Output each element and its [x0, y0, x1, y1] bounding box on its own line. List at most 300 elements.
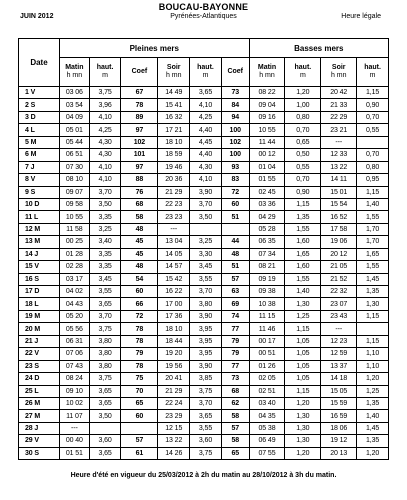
coef-evening: 51 [221, 261, 249, 273]
table-row [19, 335, 389, 347]
low-morning-height: 1,15 [285, 198, 321, 210]
high-morning-time: 06 51 [59, 149, 89, 161]
coef-evening: 57 [221, 422, 249, 434]
high-morning-time: 09 58 [59, 198, 89, 210]
high-morning-time: 03 17 [59, 273, 89, 285]
high-morning-time: 05 44 [59, 136, 89, 148]
table-row [19, 174, 389, 186]
coef-morning: 58 [121, 211, 158, 223]
high-evening-time: 17 21 [158, 124, 190, 136]
high-morning-height: 4,10 [89, 161, 121, 173]
low-morning-height: 1,05 [285, 335, 321, 347]
low-evening-time: 23 07 [321, 298, 357, 310]
date-cell: 20 M [19, 323, 60, 335]
high-evening-height: 3,70 [190, 286, 222, 298]
date-cell: 9 S [19, 186, 60, 198]
high-evening-height: 3,90 [190, 360, 222, 372]
coef-evening: 77 [221, 323, 249, 335]
coef-morning: 45 [121, 248, 158, 260]
high-evening-height: 3,75 [190, 447, 222, 459]
low-morning-time: 00 51 [249, 348, 285, 360]
date-cell: 11 L [19, 211, 60, 223]
coef-evening: 58 [221, 410, 249, 422]
low-evening-height: 1,40 [357, 198, 389, 210]
date-cell: 17 D [19, 286, 60, 298]
coef-evening: 93 [221, 161, 249, 173]
coef-evening: 100 [221, 124, 249, 136]
low-evening-height: 1,10 [357, 360, 389, 372]
coef-morning: 89 [121, 111, 158, 123]
low-morning-height: 1,00 [285, 99, 321, 111]
high-evening-height: 3,75 [190, 385, 222, 397]
date-cell: 4 L [19, 124, 60, 136]
coef-morning: 45 [121, 236, 158, 248]
low-morning-time: 08 21 [249, 261, 285, 273]
low-evening-time: 22 29 [321, 111, 357, 123]
low-evening-height: 1,70 [357, 223, 389, 235]
high-evening-height: 3,25 [190, 236, 222, 248]
date-column-header: Date [19, 39, 60, 87]
low-morning-height: 1,05 [285, 373, 321, 385]
high-morning-time: 06 31 [59, 335, 89, 347]
dst-footnote: Heure d'été en vigueur du 25/03/2012 à 2h du matin au 28/10/2012 à 3h du matin. [70, 472, 337, 479]
low-morning-height: 1,30 [285, 410, 321, 422]
high-morning-time: 03 06 [59, 87, 89, 99]
low-evening-time: 16 52 [321, 211, 357, 223]
low-evening-time: 19 06 [321, 236, 357, 248]
table-row [19, 136, 389, 148]
low-morning-height: 1,20 [285, 87, 321, 99]
date-cell: 13 M [19, 236, 60, 248]
table-row [19, 373, 389, 385]
coef-morning: 57 [121, 435, 158, 447]
high-evening-height: 3,90 [190, 186, 222, 198]
coef-evening: 74 [221, 310, 249, 322]
low-morning-time: 11 15 [249, 310, 285, 322]
low-evening-time: 14 11 [321, 174, 357, 186]
low-evening-height: 1,35 [357, 435, 389, 447]
low-evening-height: 1,15 [357, 310, 389, 322]
low-evening-height: 0,70 [357, 111, 389, 123]
high-evening-time: 13 04 [158, 236, 190, 248]
low-evening-time: 21 05 [321, 261, 357, 273]
coef-morning: 101 [121, 149, 158, 161]
high-morning-time: 10 02 [59, 397, 89, 409]
low-evening-height [357, 323, 389, 335]
low-morning-time: 10 55 [249, 124, 285, 136]
low-morning-height: 1,20 [285, 447, 321, 459]
high-evening-height: 3,95 [190, 335, 222, 347]
date-cell: 26 M [19, 397, 60, 409]
low-morning-height: 1,55 [285, 223, 321, 235]
coef-evening: 100 [221, 149, 249, 161]
table-row [19, 323, 389, 335]
coef-morning: 97 [121, 124, 158, 136]
table-row [19, 261, 389, 273]
low-morning-time: 08 22 [249, 87, 285, 99]
low-tide-header: Basses mers [249, 39, 388, 58]
low-morning-height: 1,30 [285, 298, 321, 310]
high-evening-time: 14 57 [158, 261, 190, 273]
high-evening-time: 14 49 [158, 87, 190, 99]
low-morning-time: 09 19 [249, 273, 285, 285]
high-morning-height: 4,30 [89, 149, 121, 161]
high-evening-height: 3,95 [190, 323, 222, 335]
high-morning-time: 07 06 [59, 348, 89, 360]
high-morning-height: 3,80 [89, 335, 121, 347]
low-evening-time: 21 33 [321, 99, 357, 111]
low-morning-time: 01 26 [249, 360, 285, 372]
high-evening-time: 15 41 [158, 99, 190, 111]
low-morning-time: 04 29 [249, 211, 285, 223]
low-morning-height-header: haut. m [285, 58, 321, 87]
low-morning-time: 00 17 [249, 335, 285, 347]
high-evening-height: 3,95 [190, 348, 222, 360]
high-evening-time: 13 22 [158, 435, 190, 447]
low-evening-time: 15 01 [321, 186, 357, 198]
high-evening-height: 3,80 [190, 298, 222, 310]
table-row [19, 161, 389, 173]
low-morning-height: 1,35 [285, 211, 321, 223]
coef-morning: 79 [121, 348, 158, 360]
low-morning-height: 0,90 [285, 186, 321, 198]
high-morning-height: 3,25 [89, 223, 121, 235]
low-evening-time: 20 42 [321, 87, 357, 99]
high-morning-time: 09 10 [59, 385, 89, 397]
high-morning-time: 07 43 [59, 360, 89, 372]
low-morning-height: 1,05 [285, 348, 321, 360]
location-title: BOUCAU-BAYONNE [158, 2, 249, 12]
low-morning-height: 0,55 [285, 161, 321, 173]
month-label: JUIN 2012 [20, 13, 54, 20]
low-morning-height: 1,40 [285, 286, 321, 298]
low-morning-height: 1,05 [285, 360, 321, 372]
high-evening-time: 16 22 [158, 286, 190, 298]
low-morning-height: 1,25 [285, 310, 321, 322]
low-morning-time: 09 16 [249, 111, 285, 123]
low-evening-height: 1,20 [357, 447, 389, 459]
table-row [19, 223, 389, 235]
high-evening-height: 3,65 [190, 87, 222, 99]
high-morning-time: 10 55 [59, 211, 89, 223]
low-evening-time: 15 54 [321, 198, 357, 210]
low-evening-height: 1,20 [357, 373, 389, 385]
low-evening-time: 12 23 [321, 335, 357, 347]
coef-morning: 60 [121, 286, 158, 298]
high-morning-height: 3,45 [89, 273, 121, 285]
low-evening-height-header: haut. m [357, 58, 389, 87]
high-morning-height: 3,96 [89, 99, 121, 111]
date-cell: 12 M [19, 223, 60, 235]
date-cell: 2 S [19, 99, 60, 111]
low-morning-height: 1,30 [285, 435, 321, 447]
coef-evening: 94 [221, 111, 249, 123]
table-row [19, 236, 389, 248]
table-row [19, 198, 389, 210]
high-evening-height: 3,70 [190, 397, 222, 409]
low-morning-height: 1,15 [285, 385, 321, 397]
low-evening-time: --- [321, 136, 357, 148]
high-morning-time: 04 02 [59, 286, 89, 298]
date-cell: 22 V [19, 348, 60, 360]
low-morning-time: 02 05 [249, 373, 285, 385]
date-cell: 16 S [19, 273, 60, 285]
table-row [19, 211, 389, 223]
high-morning-height: 3,65 [89, 385, 121, 397]
low-evening-height: 1,70 [357, 236, 389, 248]
table-row [19, 99, 389, 111]
low-morning-time: 10 38 [249, 298, 285, 310]
date-cell: 8 V [19, 174, 60, 186]
high-morning-height: 3,65 [89, 397, 121, 409]
high-morning-time: 11 07 [59, 410, 89, 422]
table-row [19, 111, 389, 123]
low-morning-time: 07 34 [249, 248, 285, 260]
high-evening-height: 3,65 [190, 410, 222, 422]
high-morning-height: 3,65 [89, 447, 121, 459]
high-morning-height: 3,70 [89, 310, 121, 322]
coef-morning: 66 [121, 298, 158, 310]
low-evening-height: 1,35 [357, 286, 389, 298]
low-evening-height: 1,15 [357, 87, 389, 99]
high-morning-time: 02 28 [59, 261, 89, 273]
high-morning-height: 3,50 [89, 410, 121, 422]
date-cell: 28 J [19, 422, 60, 434]
low-evening-height: 1,25 [357, 385, 389, 397]
low-morning-height: 1,60 [285, 236, 321, 248]
low-morning-height: 0,50 [285, 149, 321, 161]
date-cell: 7 J [19, 161, 60, 173]
coef-morning: 88 [121, 174, 158, 186]
coef-evening: 83 [221, 174, 249, 186]
high-evening-time: 19 46 [158, 161, 190, 173]
low-morning-time: 11 44 [249, 136, 285, 148]
low-evening-time: 22 32 [321, 286, 357, 298]
low-morning-time: 01 55 [249, 174, 285, 186]
high-morning-height: 3,35 [89, 248, 121, 260]
low-morning-time: 09 04 [249, 99, 285, 111]
table-row [19, 124, 389, 136]
coef-morning: 60 [121, 410, 158, 422]
low-evening-height: 1,65 [357, 248, 389, 260]
high-evening-time: 21 29 [158, 385, 190, 397]
date-cell: 21 J [19, 335, 60, 347]
coef-evening: 57 [221, 273, 249, 285]
date-cell: 1 V [19, 87, 60, 99]
coef-evening: 58 [221, 435, 249, 447]
low-evening-height: 0,95 [357, 174, 389, 186]
date-cell: 27 M [19, 410, 60, 422]
high-evening-time: 19 20 [158, 348, 190, 360]
low-morning-time: 03 40 [249, 397, 285, 409]
low-evening-height: 1,35 [357, 397, 389, 409]
coef-morning: 78 [121, 99, 158, 111]
high-evening-header: Soir h mn [158, 58, 190, 87]
date-cell: 25 L [19, 385, 60, 397]
low-evening-height: 1,30 [357, 298, 389, 310]
date-cell: 3 D [19, 111, 60, 123]
high-morning-time: 00 40 [59, 435, 89, 447]
high-evening-time: 17 36 [158, 310, 190, 322]
coef-morning: 78 [121, 360, 158, 372]
date-cell: 14 J [19, 248, 60, 260]
high-evening-height: 3,85 [190, 373, 222, 385]
high-morning-height [89, 422, 121, 434]
high-morning-height: 3,55 [89, 286, 121, 298]
date-cell: 24 D [19, 373, 60, 385]
high-evening-time: 12 15 [158, 422, 190, 434]
coef-morning: 48 [121, 223, 158, 235]
high-morning-height: 3,35 [89, 211, 121, 223]
table-row [19, 410, 389, 422]
table-row [19, 397, 389, 409]
tide-table-body [19, 87, 389, 460]
high-evening-height: 4,45 [190, 136, 222, 148]
low-morning-time: 02 51 [249, 385, 285, 397]
high-evening-height: 4,30 [190, 161, 222, 173]
low-evening-time: 23 43 [321, 310, 357, 322]
coef-evening: 73 [221, 373, 249, 385]
high-evening-time: 14 26 [158, 447, 190, 459]
high-morning-time: 05 20 [59, 310, 89, 322]
date-cell: 18 L [19, 298, 60, 310]
table-row [19, 149, 389, 161]
low-evening-time: 13 37 [321, 360, 357, 372]
high-morning-time: 00 25 [59, 236, 89, 248]
high-morning-time: 01 28 [59, 248, 89, 260]
high-morning-time: 04 09 [59, 111, 89, 123]
high-evening-height: 4,10 [190, 174, 222, 186]
low-evening-height: 1,55 [357, 211, 389, 223]
low-morning-height: 0,70 [285, 174, 321, 186]
high-morning-time: 11 58 [59, 223, 89, 235]
table-row [19, 422, 389, 434]
coef-morning: 70 [121, 385, 158, 397]
table-row [19, 348, 389, 360]
date-cell: 30 S [19, 447, 60, 459]
date-cell: 19 M [19, 310, 60, 322]
coef-morning: 54 [121, 273, 158, 285]
high-morning-time: 05 56 [59, 323, 89, 335]
date-cell: 6 M [19, 149, 60, 161]
high-evening-time: 22 24 [158, 397, 190, 409]
high-evening-time: 20 36 [158, 174, 190, 186]
low-evening-time: 15 59 [321, 397, 357, 409]
low-evening-height: 0,80 [357, 161, 389, 173]
low-morning-time: 03 36 [249, 198, 285, 210]
high-tide-header: Pleines mers [59, 39, 249, 58]
low-morning-time: 06 35 [249, 236, 285, 248]
high-morning-time: 07 30 [59, 161, 89, 173]
high-morning-time: --- [59, 422, 89, 434]
high-evening-height: 3,55 [190, 422, 222, 434]
high-evening-height: 3,30 [190, 248, 222, 260]
high-evening-time: 18 59 [158, 149, 190, 161]
coef-evening [221, 223, 249, 235]
low-morning-height: 1,30 [285, 422, 321, 434]
low-morning-height: 1,15 [285, 323, 321, 335]
coef-evening: 48 [221, 248, 249, 260]
coef-evening: 79 [221, 348, 249, 360]
high-evening-time: 17 00 [158, 298, 190, 310]
high-evening-time: 22 23 [158, 198, 190, 210]
low-evening-height: 1,15 [357, 335, 389, 347]
coef-evening: 44 [221, 236, 249, 248]
coef-evening: 60 [221, 198, 249, 210]
low-evening-time: 12 33 [321, 149, 357, 161]
low-morning-time: 06 49 [249, 435, 285, 447]
page-header [0, 2, 407, 24]
high-evening-height: 3,50 [190, 211, 222, 223]
high-morning-time: 04 43 [59, 298, 89, 310]
coef-evening: 79 [221, 335, 249, 347]
high-evening-time: 19 56 [158, 360, 190, 372]
coef-evening: 69 [221, 298, 249, 310]
table-row [19, 248, 389, 260]
table-row [19, 310, 389, 322]
coef-evening: 65 [221, 447, 249, 459]
high-evening-time: 18 10 [158, 323, 190, 335]
high-morning-height: 3,50 [89, 198, 121, 210]
high-morning-time: 05 01 [59, 124, 89, 136]
coef-evening: 84 [221, 99, 249, 111]
high-morning-height: 3,35 [89, 261, 121, 273]
low-evening-time: 13 22 [321, 161, 357, 173]
coef-evening: 73 [221, 87, 249, 99]
low-evening-height: 1,40 [357, 410, 389, 422]
low-morning-height: 1,65 [285, 248, 321, 260]
low-morning-height: 0,70 [285, 124, 321, 136]
high-morning-height: 3,65 [89, 298, 121, 310]
coef-morning: 97 [121, 161, 158, 173]
low-morning-time: 04 35 [249, 410, 285, 422]
table-row [19, 298, 389, 310]
high-evening-height [190, 223, 222, 235]
high-evening-height: 3,60 [190, 435, 222, 447]
high-morning-time: 09 07 [59, 186, 89, 198]
high-evening-time: 23 23 [158, 211, 190, 223]
low-evening-height: 1,45 [357, 422, 389, 434]
high-morning-time: 03 54 [59, 99, 89, 111]
high-morning-height: 3,70 [89, 186, 121, 198]
low-morning-height: 1,55 [285, 273, 321, 285]
high-evening-time: 18 10 [158, 136, 190, 148]
timezone-label: Heure légale [341, 13, 381, 20]
low-evening-height: 0,70 [357, 149, 389, 161]
high-evening-height: 4,40 [190, 124, 222, 136]
date-cell: 15 V [19, 261, 60, 273]
low-morning-time: 01 04 [249, 161, 285, 173]
table-row [19, 286, 389, 298]
high-morning-height: 3,75 [89, 373, 121, 385]
low-evening-height: 0,90 [357, 99, 389, 111]
low-morning-time: 07 55 [249, 447, 285, 459]
high-evening-height: 4,40 [190, 149, 222, 161]
low-morning-time: 02 45 [249, 186, 285, 198]
region-label: Pyrénées-Atlantiques [170, 13, 237, 20]
low-evening-time: 18 06 [321, 422, 357, 434]
high-morning-height: 3,80 [89, 348, 121, 360]
high-morning-height-header: haut. m [89, 58, 121, 87]
low-evening-time: 19 12 [321, 435, 357, 447]
high-evening-time: 21 29 [158, 186, 190, 198]
low-evening-time: 17 58 [321, 223, 357, 235]
low-morning-header: Matin h mn [249, 58, 285, 87]
coef-morning: 67 [121, 87, 158, 99]
low-morning-time: 09 38 [249, 286, 285, 298]
low-evening-time: 12 59 [321, 348, 357, 360]
coef-morning: 48 [121, 261, 158, 273]
